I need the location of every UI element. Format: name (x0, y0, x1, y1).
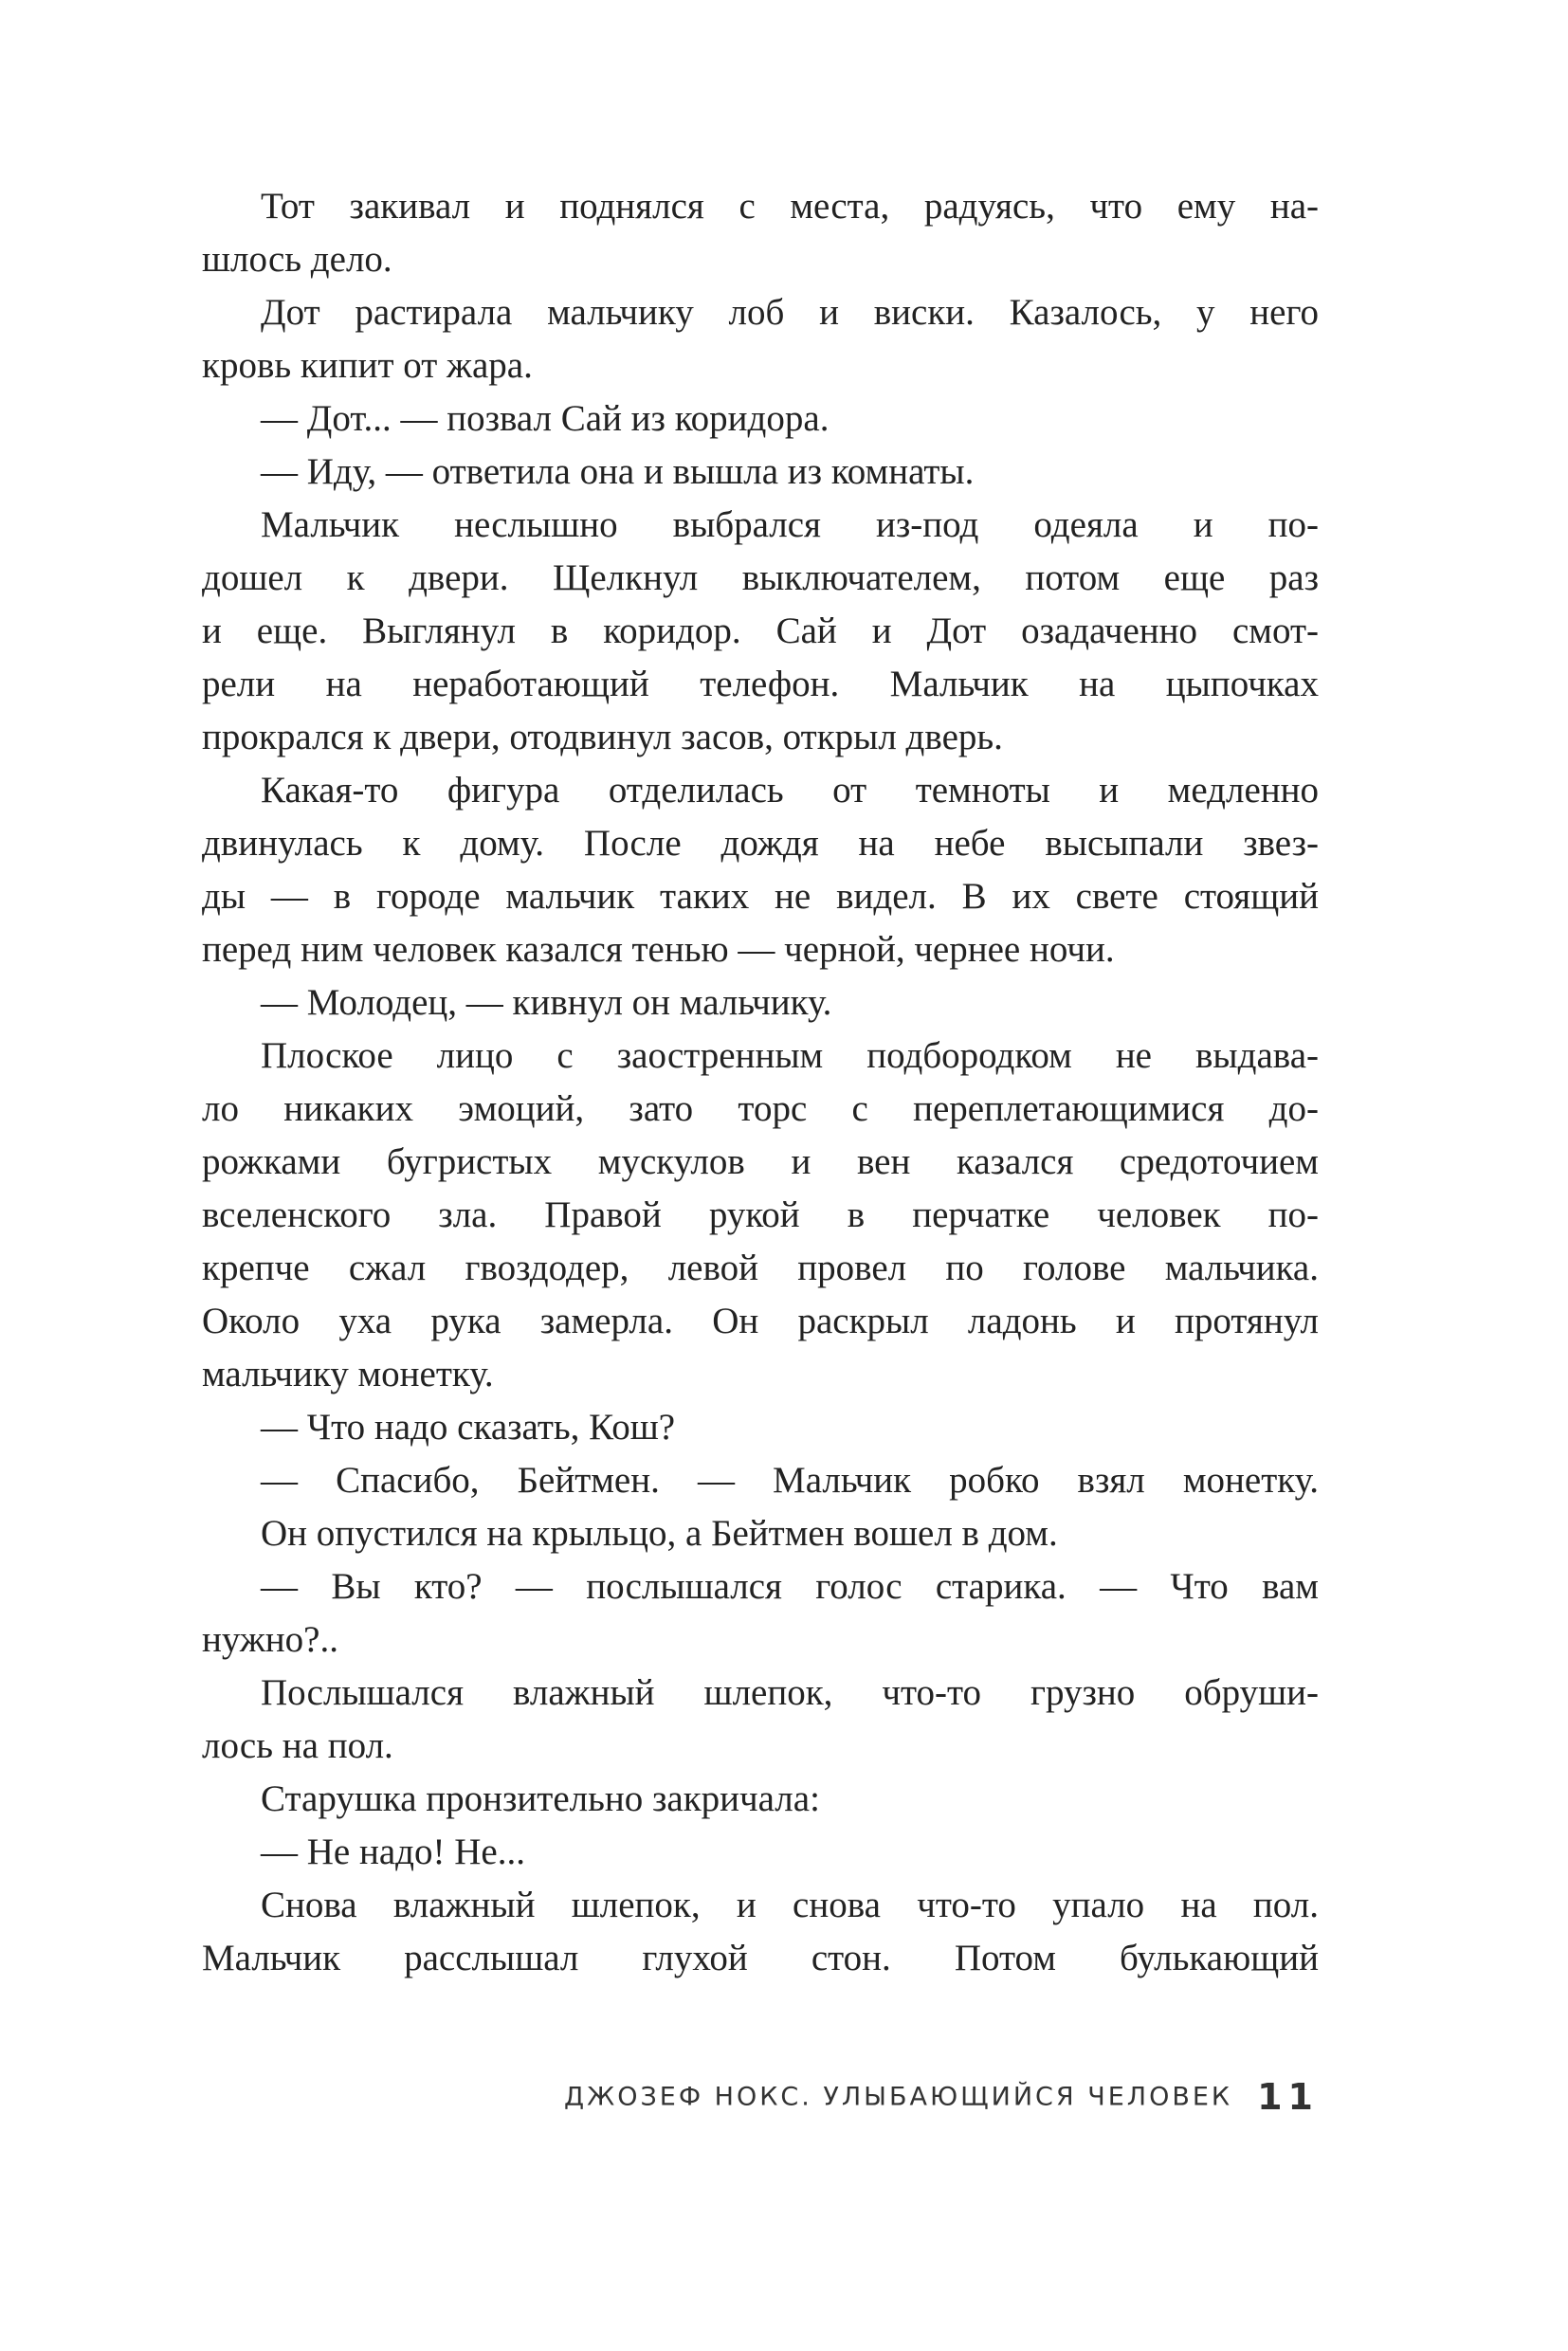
text-line: Послышался влажный шлепок, что-то грузно обруши- (261, 1672, 1319, 1713)
text-line: Мальчик расслышал глухой стон. Потом булькающий (202, 1938, 1319, 1978)
text-line: шлось дело. (202, 239, 392, 280)
text-line: лось на пол. (202, 1725, 393, 1766)
text-line: Плоское лицо с заостренным подбородком не выдава- (261, 1035, 1319, 1076)
page-number: 11 (1257, 2076, 1319, 2118)
text-line: Какая-то фигура отделилась от темноты и медленно (261, 770, 1319, 811)
text-line: — Не надо! Не... (261, 1832, 525, 1872)
text-line: вселенского зла. Правой рукой в перчатке человек по- (202, 1194, 1319, 1235)
running-title: ДЖОЗЕФ НОКС. УЛЫБАЮЩИЙСЯ ЧЕЛОВЕК (564, 2082, 1233, 2112)
text-line: Мальчик неслышно выбрался из-под одеяла и по- (261, 504, 1319, 545)
text-line: ды — в городе мальчик таких не видел. В их свете стоящий (202, 876, 1319, 917)
text-line: дошел к двери. Щелкнул выключателем, потом еще раз (202, 557, 1319, 598)
text-line: двинулась к дому. После дождя на небе высыпали звез- (202, 823, 1319, 864)
text-line: — Спасибо, Бейтмен. — Мальчик робко взял монетку. (261, 1460, 1319, 1501)
text-line: Он опустился на крыльцо, а Бейтмен вошел в дом. (261, 1513, 1058, 1554)
text-line: прокрался к двери, отодвинул засов, открыл дверь. (202, 717, 1003, 757)
text-line: Старушка пронзительно закричала: (261, 1778, 820, 1819)
text-line: крепче сжал гвоздодер, левой провел по голове мальчика. (202, 1248, 1319, 1288)
text-line: — Дот... — позвал Сай из коридора. (261, 398, 830, 439)
text-line: кровь кипит от жара. (202, 345, 533, 386)
text-line: ло никаких эмоций, зато торс с переплетающимися до- (202, 1088, 1319, 1129)
text-line: — Молодец, — кивнул он мальчику. (261, 982, 832, 1023)
text-line: рожками бугристых мускулов и вен казался средоточием (202, 1141, 1319, 1182)
text-line: перед ним человек казался тенью — черной, чернее ночи. (202, 929, 1115, 970)
text-line: Около уха рука замерла. Он раскрыл ладонь и протянул (202, 1301, 1319, 1341)
page-footer (202, 2076, 1319, 2123)
body-text (202, 180, 1319, 1985)
text-line: — Что надо сказать, Кош? (261, 1407, 676, 1448)
text-line: Снова влажный шлепок, и снова что-то упало на пол. (261, 1885, 1319, 1925)
text-line: Тот закивал и поднялся с места, радуясь, что ему на- (261, 186, 1319, 227)
text-line: и еще. Выглянул в коридор. Сай и Дот озадаченно смот- (202, 611, 1319, 651)
text-line: нужно?.. (202, 1619, 338, 1660)
text-line: мальчику монетку. (202, 1354, 494, 1394)
text-line: — Иду, — ответила она и вышла из комнаты. (261, 451, 975, 492)
text-line: — Вы кто? — послышался голос старика. — Что вам (261, 1566, 1319, 1607)
text-line: Дот растирала мальчику лоб и виски. Казалось, у него (261, 292, 1319, 333)
text-line: рели на неработающий телефон. Мальчик на цыпочках (202, 664, 1319, 704)
